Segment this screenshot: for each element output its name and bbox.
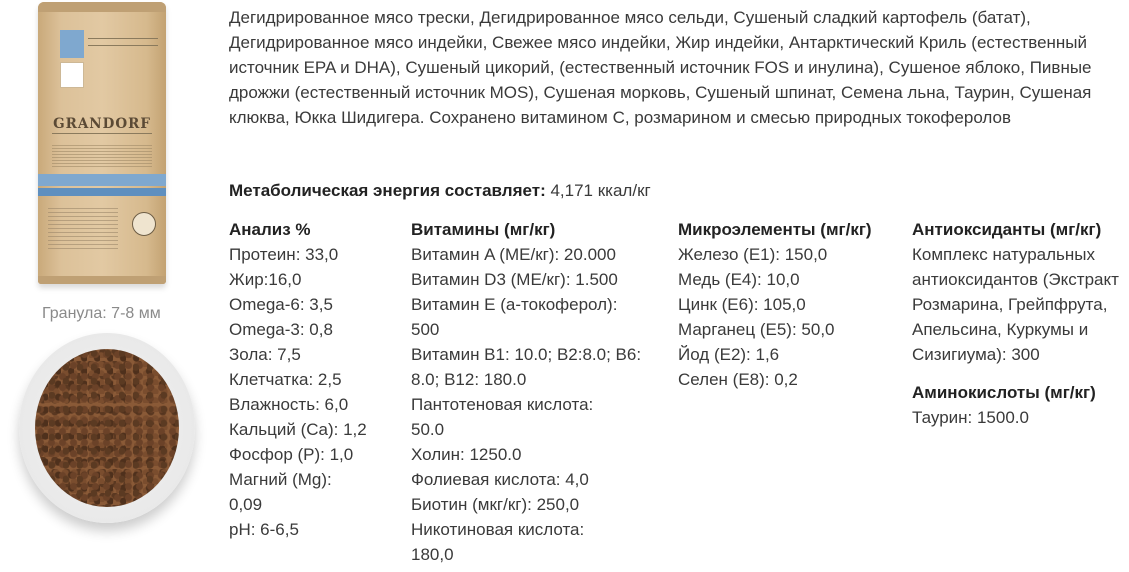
analysis-title: Анализ %	[229, 220, 311, 239]
package-percent-badge	[132, 212, 156, 236]
vitamin-line: Пантотеновая кислота: 50.0	[411, 395, 594, 439]
analysis-line: Зола: 7,5	[229, 345, 301, 364]
product-package-image	[38, 2, 166, 284]
vitamin-line: Витамин D3 (МЕ/кг): 1.500	[411, 270, 618, 289]
microelement-line: Медь (E4): 10,0	[678, 270, 800, 289]
microelement-line: Марганец (E5): 50,0	[678, 320, 835, 339]
package-age-tag	[60, 30, 84, 58]
package-grain-free-tag	[60, 62, 84, 88]
energy-label: Метаболическая энергия составляет:	[229, 181, 546, 200]
vitamin-line: Витамин A (МЕ/кг): 20.000	[411, 245, 616, 264]
vitamin-line: Витамин E (а-токоферол): 500	[411, 295, 618, 339]
metabolic-energy	[229, 178, 651, 203]
amino-acids-title: Аминокислоты (мг/кг)	[912, 383, 1096, 402]
kibble-pile	[35, 349, 179, 507]
microelement-line: Селен (E8): 0,2	[678, 370, 798, 389]
analysis-column	[229, 217, 399, 542]
analysis-line: pH: 6-6,5	[229, 520, 299, 539]
package-description	[52, 145, 152, 167]
analysis-line: Omega-6: 3,5	[229, 295, 333, 314]
microelements-column	[678, 217, 908, 392]
antioxidants-text: Комплекс натуральных антиоксидантов (Экстракт Розмарина, Грейпфрута, Апельсина, Куркумы и Сизигиума): 300	[912, 245, 1119, 364]
analysis-line: Клетчатка: 2,5	[229, 370, 342, 389]
antioxidants-column	[912, 217, 1127, 430]
package-top-seam	[38, 2, 166, 12]
analysis-line: Магний (Mg): 0,09	[229, 470, 332, 514]
vitamin-line: Холин: 1250.0	[411, 445, 522, 464]
package-variant-stripe	[38, 188, 166, 196]
analysis-line: Протеин: 33,0	[229, 245, 339, 264]
vitamin-line: Биотин (мкг/кг): 250,0	[411, 495, 580, 514]
analysis-line: Жир:16,0	[229, 270, 302, 289]
analysis-line: Фосфор (P): 1,0	[229, 445, 354, 464]
granule-size-label: Гранула: 7-8 мм	[42, 305, 161, 322]
kibble-bowl-image	[19, 333, 195, 523]
package-flavor-stripe	[38, 174, 166, 186]
package-subtitle	[52, 133, 152, 138]
analysis-line: Влажность: 6,0	[229, 395, 349, 414]
vitamin-line: Никотиновая кислота: 180,0	[411, 520, 585, 564]
vitamins-column	[411, 217, 666, 567]
package-features	[48, 208, 118, 252]
analysis-line: Кальций (Ca): 1,2	[229, 420, 367, 439]
antioxidants-title: Антиоксиданты (мг/кг)	[912, 220, 1102, 239]
section-spacer	[912, 367, 1127, 380]
microelements-title: Микроэлементы (мг/кг)	[678, 220, 872, 239]
vitamin-line: Витамин B1: 10.0; B2:8.0; B6: 8.0; B12: 180.0	[411, 345, 642, 389]
package-brand-logo: GRANDORF	[53, 116, 151, 132]
analysis-line: Omega-3: 0,8	[229, 320, 333, 339]
microelement-line: Цинк (E6): 105,0	[678, 295, 806, 314]
vitamin-line: Фолиевая кислота: 4,0	[411, 470, 589, 489]
ingredients-text: Дегидрированное мясо трески, Дегидрированное мясо сельди, Сушеный сладкий картофель (батат), Дегидрированное мясо индейки, Свежее мясо индейки, Жир индейки, Антарктический Криль (естественный источник EPA и DHA), Сушеный цикорий, (естественный источник FOS и инулина), Сушеное яблоко, Пивные дрожжи (естественный источник MOS), Сушеная морковь, Сушеный шпинат, Семена льна, Таурин, Сушеная клюква, Юкка Шидигера. Сохранено витамином С, розмарином и смесью природных токоферолов	[229, 8, 1092, 127]
microelement-line: Железо (E1): 150,0	[678, 245, 828, 264]
package-tagline	[88, 38, 158, 46]
energy-value: 4,171 ккал/кг	[550, 181, 651, 200]
amino-acids-text: Таурин: 1500.0	[912, 408, 1029, 427]
microelement-line: Йод (E2): 1,6	[678, 345, 780, 364]
vitamins-title: Витамины (мг/кг)	[411, 220, 556, 239]
package-bottom-seam	[38, 276, 166, 284]
